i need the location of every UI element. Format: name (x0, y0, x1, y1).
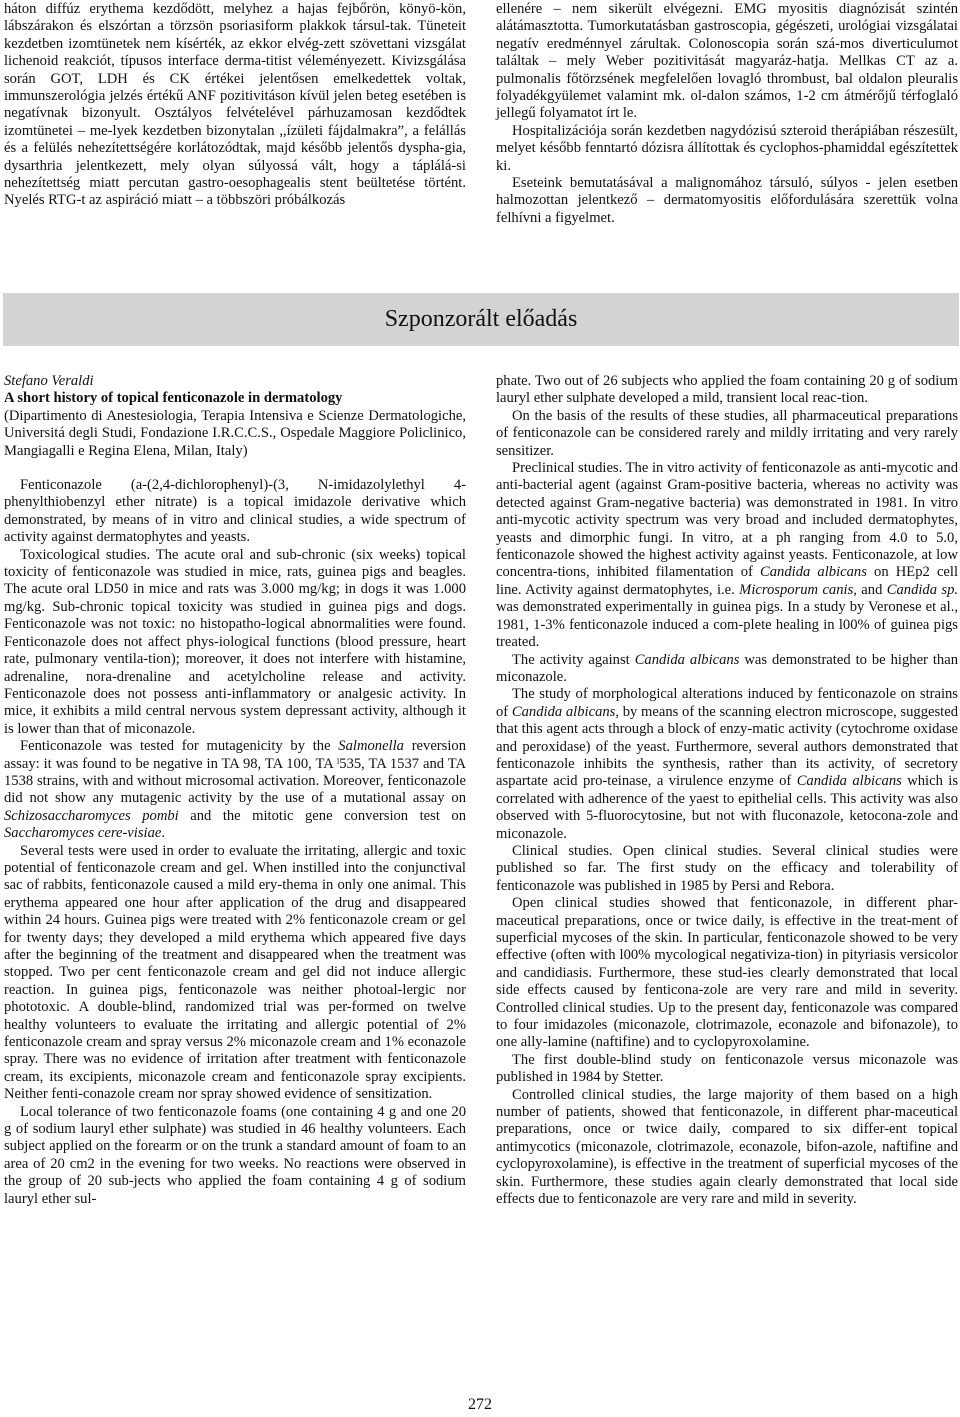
italic-term: Candida albicans (634, 651, 740, 668)
column-top-right (496, 1, 958, 227)
paragraph: Local tolerance of two fenticonazole foams (one containing 4 g and one 20 g of sodium lauryl ether sulphate) was studied in 46 healthy volunteers. Each subject applied on the forearm or on the trunk a standard amount of foam to an area of 20 cm2 in the evening for two weeks. No reactions were observed in the group of 20 sub-jects who applied the foam containing 4 g of sodium lauryl ether sul- (4, 1103, 466, 1207)
italic-term: Salmonella (338, 738, 404, 755)
paragraph: Fenticonazole (a-(2,4-dichlorophenyl)-(3, N-imidazolylethyl 4-phenylthiobenzyl ether nitrate) is a topical imidazole derivative which demonstrated, by means of in vitro and clinical studies, a wide spectrum of activity against dermatophytes and yeasts. (4, 477, 466, 546)
article-affiliation: (Dipartimento di Anestesiologia, Terapia Intensiva e Scienze Dermatologiche, Universitá degli Studi, Fondazione I.R.C.C.S., Ospedale Maggiore Policlinico, Mangiagalli e Regina Elena, Milan, Italy) (4, 407, 466, 459)
paragraph: Hospitalizációja során kezdetben nagydózisú szteroid therápiában részesült, melyet később fenntartó dózisra állítottak és cyclophos-phamiddal egészítettek ki. (496, 122, 958, 174)
paragraph: The activity against Candida albicans was demonstrated to be higher than miconazole. (496, 651, 958, 685)
paragraph: Eseteink bemutatásával a malignomához társuló, súlyos - jelen esetben halmozottan jelentkező – dermatomyositis előfordulására szerettük volna felhívni a figyelmet. (496, 175, 958, 226)
article-title: A short history of topical fenticonazole in dermatology (4, 390, 343, 407)
column-bottom-right (496, 373, 958, 1209)
paragraph: phate. Two out of 26 subjects who applied the foam containing 20 g of sodium lauryl ether sulphate developed a mild, transient local reac-tion. (496, 373, 958, 407)
paragraph: háton diffúz erythema kezdődött, melyhez a hajas fejbőrön, könyö-kön, lábszárakon és elszórtan a törzsön psoriasiform plakkok társul-tak. Tüneteit kezdetben izomtünetek nem kísérték, az ekkor elvég-zett szövettani vizsgálat lichenoid reakciót, típusos interface derma-titist véleményezett. Kivizsgálása során GOT, LDH és CK értékei jelentősen emelkedettek voltak, immunszerológia jelzés értékű ANF pozitivitáson kívül jelen beteg esetében is negatívnak bizonyult. Osztályos felvételével párhuzamosan kezdődtek izomtünetei – me-lyek kezdetben bizonytalan ,,ízületi fájdalmakra”, a felállás és a felülés nehezítettségére korlátozódtak, majd később jelentős dyspha-gia, dysarthria jelentkezett, mely olyan súlyossá vált, hogy a táplálá-si nehezítettség miatt percutan gastro-oesophagealis stent beültetése történt. Nyelés RTG-t az aspiráció miatt – a többszöri próbálkozás (4, 1, 466, 209)
italic-term: Schizosaccharomyces pombi (4, 807, 179, 824)
italic-term: Saccharomyces cere-visiae (4, 825, 162, 842)
paragraph: The study of morphological alterations induced by fenticonazole on strains of Candida albicans, by means of the scanning electron microscope, suggested that this agent acts through a block of enzy-matic activity (cytochrome oxidase and peroxidase) of the yeast. Furthermore, several authors demonstrated that fenticonazole inhibits the synthesis, rather than its activity, of secretory aspartate acid pro-teinase, a virulence enzyme of Candida albicans which is correlated with adherence of the yaest to epithelial cells. This activity was also observed with 5-fluorocytosine, but not with fluconazole, ketocona-zole and miconazole. (496, 686, 959, 842)
italic-term: Candida sp. (886, 581, 959, 598)
italic-term: Microsporum canis, (739, 581, 857, 598)
paragraph: The first double-blind study on fenticonazole versus miconazole was published in 1984 by Stetter. (496, 1051, 958, 1086)
column-top-left (4, 1, 466, 210)
italic-term: Candida albicans (760, 564, 867, 581)
paragraph: Fenticonazole was tested for mutagenicity by the Salmonella reversion assay: it was found to be negative in TA 98, TA 100, TA ˡ535, TA 1537 and TA 1538 strains, with and without microsomal activation. Moreover, fenticonazole did not show any mutagenic activity by the use of a mutational assay on Schizosaccharomyces pombi and the mitotic gene conversion test on Saccharomyces cere-visiae. (4, 738, 466, 842)
paragraph: Open clinical studies showed that fenticonazole, in different phar-maceutical preparations, once or twice daily, is effective in the treat-ment of superficial mycoses of the skin. In particular, fenticonazole showed to be very effective (often with l00% mycological negativiza-tion) in pityriasis versicolor and candidiasis. Furthermore, these stud-ies clearly demonstrated that local side effects caused by fenticona-zole are very rare and mild in severity. Controlled clinical studies. Up to the present day, fenticonazole was compared to four imidazoles (miconazole, clotrimazole, econazole and bifonazole), to one ally-lamine (naftifine) and to cyclopyroxolamine. (496, 895, 958, 1051)
paragraph: Controlled clinical studies, the large majority of them based on a high number of patients, showed that fenticonazole, in different phar-maceutical preparations, once or twice daily, compared to six differ-ent topical antimycotics (miconazole, clotrimazole, econazole, bifon-azole, naftifine and cyclopyroxolamine), is effective in the treatment of superficial mycoses of the skin. Furthermore, these studies again clearly demonstrated that local side effects due to fenticonazole are very rare and mild in severity. (496, 1086, 958, 1208)
page-number: 272 (468, 1396, 492, 1413)
italic-term: Candida albicans, (511, 703, 619, 720)
paragraph: Preclinical studies. The in vitro activity of fenticonazole as anti-mycotic and anti-bacterial agent (against Gram-positive bacteria, whereas no activity was detected against Gram-negative bacteria) was demonstrated in 1981. In vitro anti-mycotic activity spectrum was very broad and included dermatophytes, yeasts and dimorphic fungi. In vitro, at a ph ranging from 4.0 to 5.0, fenticonazole showed the highest activity against yeasts. Fenticonazole, at low concentra-tions, inhibited filamentation of Candida albicans on HEp2 cell line. Activity against dermatophytes, i.e. Microsporum canis, and Candida sp. was demonstrated experimentally in guinea pigs. In a study by Veronese et al., 1981, 1-3% fenticonazole induced a com-plete healing in l00% of guinea pigs treated. (496, 460, 959, 651)
column-bottom-left (4, 373, 466, 1208)
paragraph: Toxicological studies. The acute oral and sub-chronic (six weeks) topical toxicity of fenticonazole was studied in mice, rats, guinea pigs and beagles. The acute oral LD50 in mice and rats was 3.000 mg/kg; in dogs it was 1.000 mg/kg. Sub-chronic topical toxicity was studied in guinea pigs and dogs. Fenticonazole was not toxic: no histopatho-logical abnormalities were found. Fenticonazole does not affect phys-iological functions (blood pressure, heart rate, pulmonary ventila-tion); moreover, it does not interfere with histamine, adrenaline, nora-drenaline and acetylcholine release and activity. Fenticonazole does not possess anti-inflammatory or analgesic activity. In mice, it exhibits a mild central nervous system depressant activity, although it is lower than that of miconazole. (4, 546, 466, 737)
italic-term: Candida albicans (796, 773, 902, 790)
article-body-left (4, 477, 466, 1208)
article-author: Stefano Veraldi (4, 373, 94, 389)
paragraph: ellenére – nem sikerült elvégezni. EMG myositis diagnózisát szintén alátámasztotta. Tumorkutatásban gastroscopia, gégészeti, urológiai vizsgálatai negatív eredménnyel zárultak. Colonoscopia során szá-mos diverticulumot találtak – mely Weber pozitivitását magyaráz-hatja. Mellkas CT az a. pulmonalis főtörzsének megfelelően lovagló thrombust, bal oldalon pleuralis folyadékgyülemet valamint mk. ol-dalon számos, 1-2 cm átmérőjű térfoglaló jellegű folyamatot írt le. (496, 1, 958, 122)
paragraph: Clinical studies. Open clinical studies. Several clinical studies were published so far. The first study on the efficacy and tolerability of fenticonazole was published in 1985 by Persi and Rebora. (496, 842, 958, 894)
section-banner (3, 293, 959, 346)
paragraph: On the basis of the results of these studies, all pharmaceutical preparations of fenticonazole can be considered rarely and mildly irritating and very rarely sensitizer. (496, 407, 958, 459)
paragraph: Several tests were used in order to evaluate the irritating, allergic and toxic potential of fenticonazole cream and gel. When instilled into the conjunctival sac of rabbits, fenticonazole caused a mild ery-thema in only one animal. This erythema appeared one hour after application of the drug and disappeared within 24 hours. Guinea pigs were treated with 2% fenticonazole cream or gel for twenty days; they developed a mild erythema which appeared five days after the beginning of the treatment and disappeared when the treatment was stopped. Two per cent fenticonazole cream and gel did not induce allergic reaction. In guinea pigs, fenticonazole was neither photoal-lergic nor phototoxic. A double-blind, randomized trial was per-formed on twelve healthy volunteers to evaluate the irritating and allergic potential of 2% fenticonazole cream and spray versus 2% miconazole cream and 1% econazole spray. There was no evidence of irritation after treatment with fenticonazole cream, its excipients, miconazole cream and fenticonazole spray excipients. Neither fenti-conazole cream nor spray showed evidence of sensitization. (4, 842, 466, 1103)
banner-title: Szponzorált előadás (384, 306, 578, 332)
spacer (4, 460, 466, 477)
